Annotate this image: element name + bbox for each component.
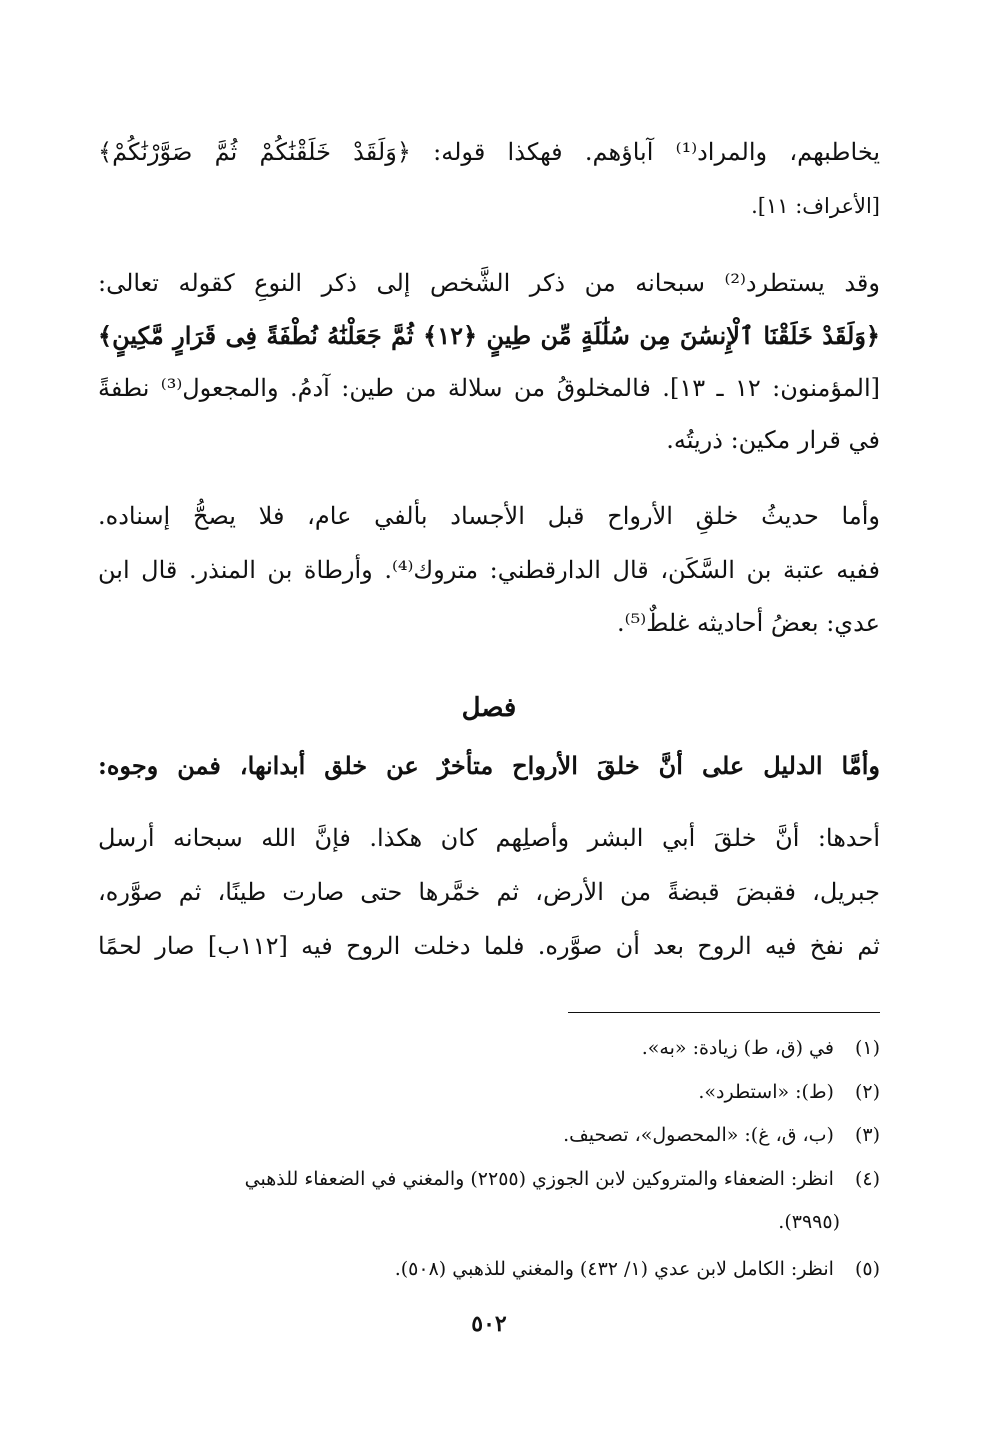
footnote-text: انظر: الضعفاء والمتروكين لابن الجوزي (٢٢٥٥) والمغني في الضعفاء للذهبي bbox=[244, 1168, 834, 1190]
footnote bbox=[98, 1032, 880, 1064]
footnote-number: (١) bbox=[854, 1037, 880, 1059]
footnote-text: (ط): «استطرد». bbox=[698, 1081, 834, 1103]
body-line: وأما حديثُ خلقِ الأرواح قبل الأجساد بألفي عام، فلا يصحُّ إسناده. bbox=[98, 502, 880, 530]
footnote-text: في (ق، ط) زيادة: «به». bbox=[641, 1037, 834, 1059]
footnote-number: (٣) bbox=[854, 1124, 880, 1146]
book-page bbox=[98, 118, 880, 1348]
body-line: ففيه عتبة بن السَّكَن، قال الدارقطني: متروك⁽⁴⁾. وأرطاة بن المنذر. قال ابن bbox=[98, 556, 880, 584]
footnote bbox=[98, 1253, 880, 1285]
footnote bbox=[98, 1076, 880, 1108]
body-line: [المؤمنون: ١٢ ـ ١٣]. فالمخلوقُ من سلالة من طين: آدمُ. والمجعول⁽³⁾ نطفةً bbox=[98, 374, 880, 402]
subheading: وأمَّا الدليل على أنَّ خلقَ الأرواح متأخرٌ عن خلق أبدانها، فمن وجوه: bbox=[98, 751, 880, 780]
section-heading: فصل bbox=[461, 693, 517, 723]
body-line: وقد يستطرد⁽²⁾ سبحانه من ذكر الشَّخص إلى ذكر النوعِ كقوله تعالى: bbox=[98, 269, 880, 297]
quran-verse-line: ﴿وَلَقَدْ خَلَقْنَا ٱلْإِنسَٰنَ مِن سُلَٰلَةٍ مِّن طِينٍ ﴿١٢﴾ ثُمَّ جَعَلْنَٰهُ نُطْفَةً فِى قَرَارٍ مَّكِينٍ﴾ bbox=[98, 321, 880, 350]
footnote-separator bbox=[568, 1012, 880, 1013]
body-line: أحدها: أنَّ خلقَ أبي البشر وأصلِهم كان هكذا. فإنَّ الله سبحانه أرسل bbox=[98, 824, 881, 852]
footnote-continuation: (٣٩٩٥). bbox=[778, 1211, 840, 1233]
body-line: عدي: بعضُ أحاديثه غلطٌ⁽⁵⁾. bbox=[617, 609, 880, 637]
footnote bbox=[98, 1163, 880, 1195]
body-line: [الأعراف: ١١]. bbox=[751, 194, 880, 218]
footnote-text: انظر: الكامل لابن عدي (١/ ٤٣٢) والمغني للذهبي (٥٠٨). bbox=[394, 1258, 834, 1280]
body-line: ثم نفخ فيه الروح بعد أن صوَّره. فلما دخلت الروح فيه [١١٢ب] صار لحمًا bbox=[98, 932, 880, 960]
footnote-number: (٥) bbox=[854, 1258, 880, 1280]
footnote-number: (٤) bbox=[854, 1168, 880, 1190]
footnote-text: (ب، ق، غ): «المحصول»، تصحيف. bbox=[563, 1124, 834, 1146]
footnote-number: (٢) bbox=[854, 1081, 880, 1103]
body-line: جبريل، فقبضَ قبضةً من الأرض، ثم خمَّرها حتى صارت طينًا، ثم صوَّره، bbox=[98, 878, 880, 906]
page-number: ٥٠٢ bbox=[471, 1311, 507, 1337]
body-line: في قرار مكين: ذريتُه. bbox=[666, 426, 880, 454]
footnote bbox=[98, 1119, 880, 1151]
body-line: يخاطبهم، والمراد⁽¹⁾ آباؤهم. فهكذا قوله: ﴿وَلَقَدْ خَلَقْنَٰكُمْ ثُمَّ صَوَّرْنَٰكُمْ﴾ bbox=[98, 138, 881, 166]
